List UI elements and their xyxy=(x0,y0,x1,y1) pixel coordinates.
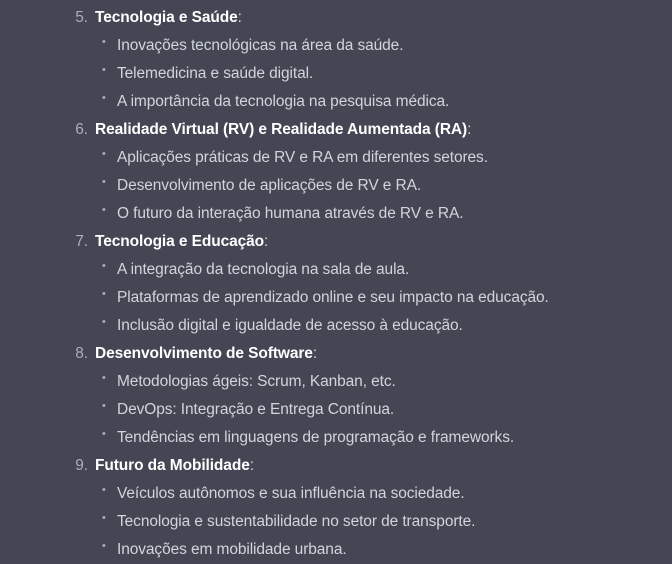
topic-colon: : xyxy=(237,9,242,26)
sub-item-text: Veículos autônomos e sua influência na sociedade. xyxy=(117,485,465,502)
list-number: 5. xyxy=(75,9,88,26)
topic-title: Futuro da Mobilidade xyxy=(95,457,250,474)
list-item xyxy=(0,536,672,564)
bullet-icon: • xyxy=(102,400,106,412)
topic-colon: : xyxy=(249,457,254,474)
bullet-icon: • xyxy=(102,540,106,552)
sub-item-text: Tendências em linguagens de programação e frameworks. xyxy=(117,429,515,446)
sub-item-text: DevOps: Integração e Entrega Contínua. xyxy=(117,401,395,418)
sub-item-text: Desenvolvimento de aplicações de RV e RA. xyxy=(117,177,422,194)
bullet-icon: • xyxy=(102,484,106,496)
sub-item-text: A importância da tecnologia na pesquisa médica. xyxy=(117,93,450,110)
list-item-topic xyxy=(0,116,672,144)
bullet-icon: • xyxy=(102,64,106,76)
bullet-icon: • xyxy=(102,428,106,440)
list-item xyxy=(0,396,672,424)
topic-title: Realidade Virtual (RV) e Realidade Aumentada (RA) xyxy=(95,121,468,138)
list-item xyxy=(0,368,672,396)
list-item xyxy=(0,144,672,172)
list-item-topic xyxy=(0,452,672,480)
list-item xyxy=(0,256,672,284)
list-item-topic xyxy=(0,340,672,368)
bullet-icon: • xyxy=(102,260,106,272)
topic-title: Desenvolvimento de Software xyxy=(95,345,313,362)
list-item xyxy=(0,200,672,228)
bullet-icon: • xyxy=(102,204,106,216)
sub-item-text: Inovações em mobilidade urbana. xyxy=(117,541,347,558)
bullet-icon: • xyxy=(102,36,106,48)
bullet-icon: • xyxy=(102,512,106,524)
message-content xyxy=(0,4,672,564)
sub-item-text: A integração da tecnologia na sala de aula. xyxy=(117,261,410,278)
topic-colon: : xyxy=(467,121,472,138)
sub-item-text: Metodologias ágeis: Scrum, Kanban, etc. xyxy=(117,373,396,390)
list-number: 7. xyxy=(75,233,88,250)
list-item xyxy=(0,60,672,88)
bullet-icon: • xyxy=(102,148,106,160)
topic-colon: : xyxy=(312,345,318,362)
sub-item-text: Inovações tecnológicas na área da saúde. xyxy=(117,37,404,54)
list-item xyxy=(0,172,672,200)
list-item xyxy=(0,284,672,312)
sub-item-text: Telemedicina e saúde digital. xyxy=(117,65,314,82)
list-number: 6. xyxy=(75,121,88,138)
sub-item-text: Plataformas de aprendizado online e seu impacto na educação. xyxy=(117,289,549,306)
list-item-topic xyxy=(0,228,672,256)
list-item xyxy=(0,424,672,452)
list-item xyxy=(0,508,672,536)
list-item xyxy=(0,32,672,60)
sub-item-text: Tecnologia e sustentabilidade no setor de transporte. xyxy=(117,513,476,530)
list-number: 8. xyxy=(75,345,88,362)
list-number: 9. xyxy=(75,457,88,474)
bullet-icon: • xyxy=(102,288,106,300)
list-item-topic xyxy=(0,4,672,32)
sub-item-text: O futuro da interação humana através de RV e RA. xyxy=(117,205,464,222)
bullet-icon: • xyxy=(102,372,106,384)
bullet-icon: • xyxy=(102,92,106,104)
bullet-icon: • xyxy=(102,176,106,188)
list-item xyxy=(0,312,672,340)
sub-item-text: Aplicações práticas de RV e RA em diferentes setores. xyxy=(117,149,488,166)
list-item xyxy=(0,480,672,508)
sub-item-text: Inclusão digital e igualdade de acesso à educação. xyxy=(117,317,463,334)
bullet-icon: • xyxy=(102,316,106,328)
topic-title: Tecnologia e Educação xyxy=(95,233,265,250)
topic-title: Tecnologia e Saúde xyxy=(95,9,238,26)
list-item xyxy=(0,88,672,116)
topic-colon: : xyxy=(264,233,269,250)
